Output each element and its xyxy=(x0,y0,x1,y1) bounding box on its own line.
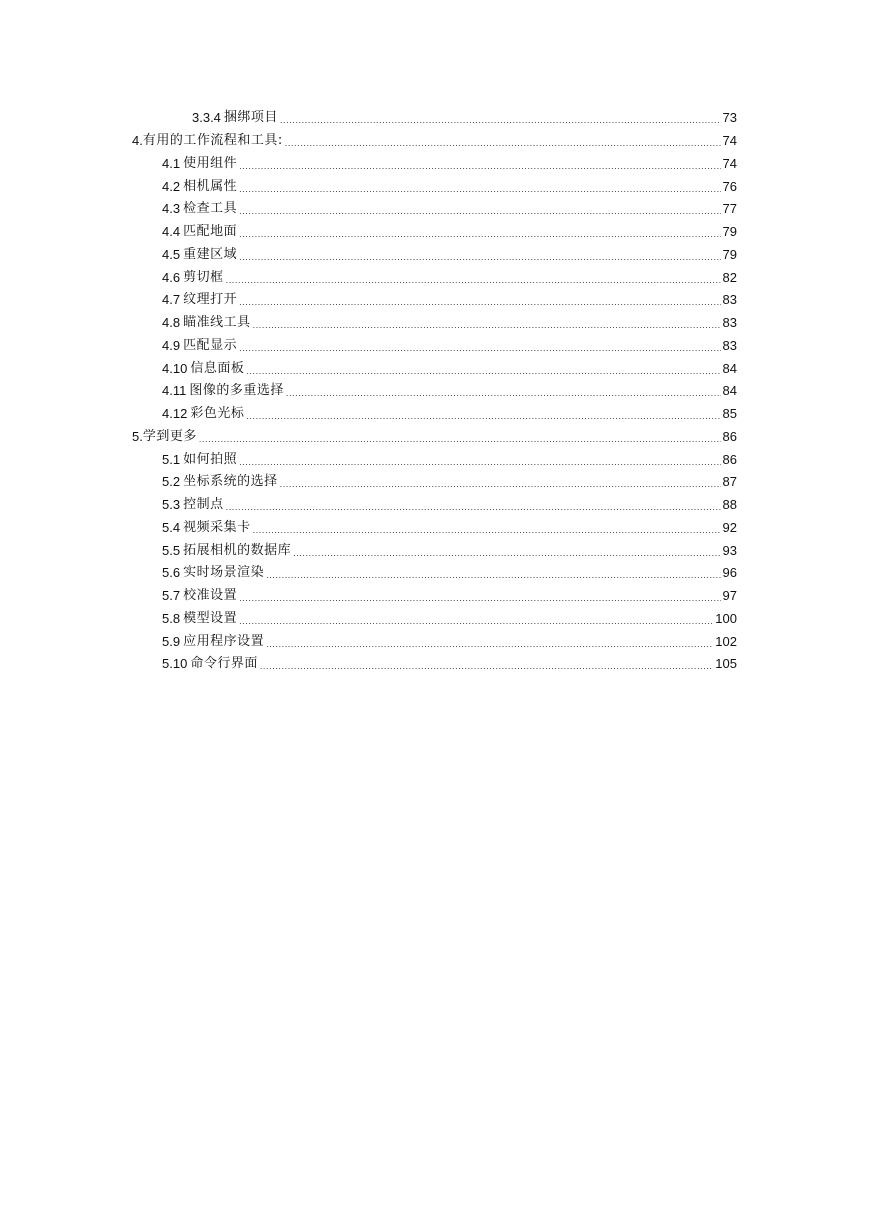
toc-entry-number: 5. xyxy=(132,429,143,444)
toc-entry-4-12[interactable] xyxy=(162,402,737,422)
toc-entry-number: 4.3 xyxy=(162,201,181,216)
toc-entry-5-9[interactable] xyxy=(162,630,737,650)
toc-entry-4-4[interactable] xyxy=(162,220,737,240)
toc-dot-leader xyxy=(199,433,721,445)
toc-entry-page: 79 xyxy=(722,224,737,239)
toc-entry-page: 105 xyxy=(715,656,737,671)
toc-entry-page: 83 xyxy=(722,338,737,353)
toc-entry-4-1[interactable] xyxy=(162,152,737,172)
toc-entry-5-4[interactable] xyxy=(162,516,737,536)
toc-dot-leader xyxy=(239,296,720,308)
toc-entry-5-3[interactable] xyxy=(162,493,737,513)
toc-entry-number: 4.9 xyxy=(162,338,181,353)
toc-entry-5[interactable] xyxy=(132,425,737,445)
toc-entry-title: 瞄准线工具 xyxy=(183,315,251,330)
toc-entry-title: 匹配显示 xyxy=(183,338,238,353)
toc-entry-title: 使用组件 xyxy=(183,156,238,171)
toc-entry-number: 5.2 xyxy=(162,474,181,489)
toc-dot-leader xyxy=(239,205,720,217)
toc-entry-page: 76 xyxy=(722,179,737,194)
toc-entry-page: 87 xyxy=(722,474,737,489)
toc-entry-title: 控制点 xyxy=(183,497,224,512)
toc-dot-leader xyxy=(239,615,713,627)
toc-entry-page: 86 xyxy=(722,429,737,444)
toc-entry-page: 82 xyxy=(722,270,737,285)
toc-entry-number: 4.4 xyxy=(162,224,181,239)
toc-entry-5-10[interactable] xyxy=(162,652,737,672)
toc-dot-leader xyxy=(246,365,720,377)
toc-entry-number: 4.11 xyxy=(162,383,187,398)
toc-entry-5-2[interactable] xyxy=(162,470,737,490)
toc-entry-3-3-4[interactable] xyxy=(192,106,737,126)
toc-dot-leader xyxy=(280,478,721,490)
toc-dot-leader xyxy=(239,251,720,263)
toc-dot-leader xyxy=(239,160,720,172)
toc-dot-leader xyxy=(246,410,720,422)
toc-entry-title: 命令行界面 xyxy=(190,656,258,671)
toc-entry-title: 模型设置 xyxy=(183,611,238,626)
toc-entry-page: 96 xyxy=(722,565,737,580)
toc-dot-leader xyxy=(286,387,721,399)
toc-dot-leader xyxy=(239,456,720,468)
toc-entry-5-7[interactable] xyxy=(162,584,737,604)
toc-dot-leader xyxy=(239,228,720,240)
toc-entry-page: 77 xyxy=(722,201,737,216)
toc-entry-page: 93 xyxy=(722,543,737,558)
toc-entry-number: 5.3 xyxy=(162,497,181,512)
toc-entry-page: 88 xyxy=(722,497,737,512)
toc-entry-title: 彩色光标 xyxy=(190,406,245,421)
toc-dot-leader xyxy=(253,319,721,331)
toc-entry-number: 4.10 xyxy=(162,361,188,376)
toc-entry-number: 4.2 xyxy=(162,179,181,194)
toc-entry-number: 5.8 xyxy=(162,611,181,626)
toc-dot-leader xyxy=(226,501,721,513)
toc-dot-leader xyxy=(280,114,721,126)
toc-entry-4-3[interactable] xyxy=(162,197,737,217)
toc-entry-number: 4.1 xyxy=(162,156,181,171)
toc-entry-number: 4.5 xyxy=(162,247,181,262)
toc-entry-page: 73 xyxy=(722,110,737,125)
toc-dot-leader xyxy=(226,274,721,286)
toc-dot-leader xyxy=(285,137,721,149)
toc-entry-title: 检查工具 xyxy=(183,201,238,216)
toc-entry-page: 79 xyxy=(722,247,737,262)
toc-entry-page: 85 xyxy=(722,406,737,421)
toc-entry-5-6[interactable] xyxy=(162,561,737,581)
toc-entry-4-2[interactable] xyxy=(162,175,737,195)
toc-entry-number: 4.6 xyxy=(162,270,181,285)
toc-entry-page: 83 xyxy=(722,315,737,330)
toc-entry-4-5[interactable] xyxy=(162,243,737,263)
toc-entry-5-5[interactable] xyxy=(162,539,737,559)
toc-entry-number: 5.10 xyxy=(162,656,188,671)
toc-entry-4-7[interactable] xyxy=(162,288,737,308)
toc-entry-page: 84 xyxy=(722,383,737,398)
toc-dot-leader xyxy=(253,524,721,536)
toc-entry-page: 102 xyxy=(715,634,737,649)
toc-dot-leader xyxy=(266,638,713,650)
toc-entry-title: 捆绑项目 xyxy=(223,110,278,125)
toc-entry-title: 有用的工作流程和工具: xyxy=(142,133,283,148)
toc-entry-title: 实时场景渲染 xyxy=(183,565,265,580)
toc-entry-number: 3.3.4 xyxy=(192,110,221,125)
toc-entry-title: 如何拍照 xyxy=(183,452,238,467)
toc-dot-leader xyxy=(239,183,720,195)
toc-entry-page: 74 xyxy=(722,156,737,171)
toc-entry-number: 5.7 xyxy=(162,588,181,603)
toc-entry-page: 83 xyxy=(722,292,737,307)
toc-entry-title: 视频采集卡 xyxy=(183,520,251,535)
toc-dot-leader xyxy=(239,592,720,604)
toc-entry-4-11[interactable] xyxy=(162,379,737,399)
toc-entry-4-8[interactable] xyxy=(162,311,737,331)
toc-entry-number: 4.7 xyxy=(162,292,181,307)
toc-entry-page: 92 xyxy=(722,520,737,535)
toc-entry-number: 5.4 xyxy=(162,520,181,535)
toc-entry-title: 校准设置 xyxy=(183,588,238,603)
toc-entry-number: 5.9 xyxy=(162,634,181,649)
toc-entry-number: 5.1 xyxy=(162,452,181,467)
toc-dot-leader xyxy=(239,342,720,354)
toc-entry-number: 5.5 xyxy=(162,543,181,558)
toc-entry-4-6[interactable] xyxy=(162,266,737,286)
toc-entry-4[interactable] xyxy=(132,129,737,149)
toc-entry-title: 重建区域 xyxy=(183,247,238,262)
toc-entry-title: 相机属性 xyxy=(183,179,238,194)
toc-entry-title: 匹配地面 xyxy=(183,224,238,239)
toc-entry-page: 84 xyxy=(722,361,737,376)
toc-entry-4-9[interactable] xyxy=(162,334,737,354)
toc-entry-page: 86 xyxy=(722,452,737,467)
toc-entry-number: 4.8 xyxy=(162,315,181,330)
toc-entry-title: 剪切框 xyxy=(183,270,224,285)
toc-entry-page: 74 xyxy=(722,133,737,148)
toc-entry-title: 坐标系统的选择 xyxy=(183,474,278,489)
toc-dot-leader xyxy=(293,547,720,559)
toc-entry-title: 学到更多 xyxy=(142,429,197,444)
toc-entry-number: 4.12 xyxy=(162,406,188,421)
toc-entry-5-8[interactable] xyxy=(162,607,737,627)
toc-entry-title: 纹理打开 xyxy=(183,292,238,307)
toc-entry-title: 拓展相机的数据库 xyxy=(183,543,292,558)
toc-entry-title: 应用程序设置 xyxy=(183,634,265,649)
toc-entry-5-1[interactable] xyxy=(162,448,737,468)
toc-entry-number: 4. xyxy=(132,133,143,148)
toc-dot-leader xyxy=(266,569,720,581)
toc-entry-4-10[interactable] xyxy=(162,357,737,377)
toc-entry-number: 5.6 xyxy=(162,565,181,580)
toc-entry-title: 信息面板 xyxy=(190,361,245,376)
toc-dot-leader xyxy=(260,660,713,672)
toc-entry-page: 100 xyxy=(715,611,737,626)
toc-entry-title: 图像的多重选择 xyxy=(189,383,284,398)
toc-entry-page: 97 xyxy=(722,588,737,603)
